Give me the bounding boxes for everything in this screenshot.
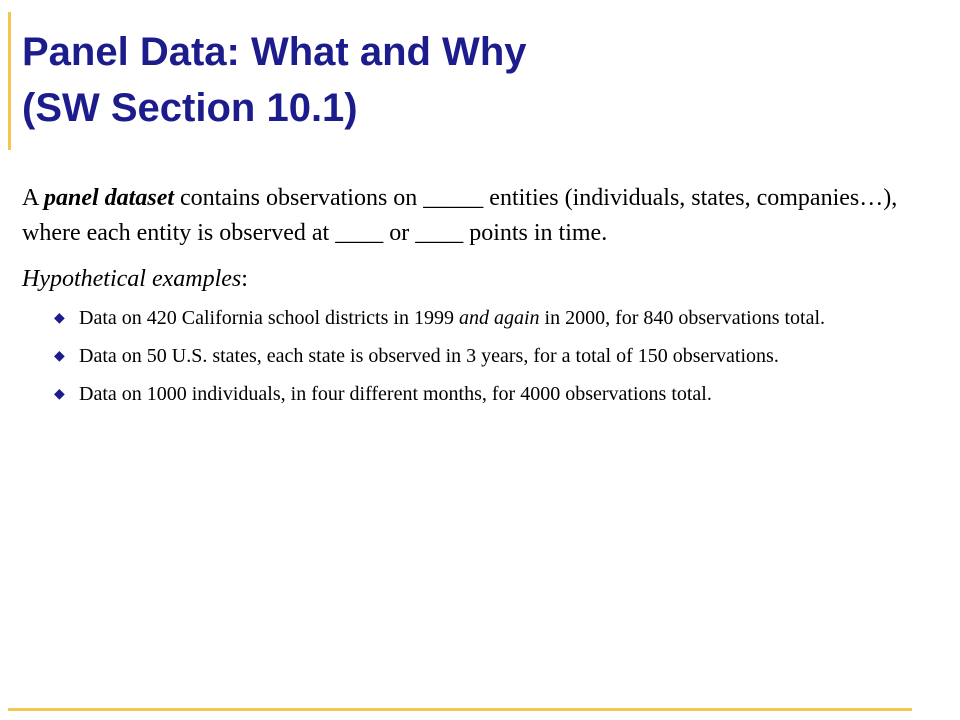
diamond-bullet-icon: ◆ [54, 311, 65, 326]
diamond-bullet-icon: ◆ [54, 349, 65, 364]
examples-heading-label: Hypothetical examples [22, 266, 242, 292]
examples-heading-colon: : [241, 266, 248, 292]
bottom-accent-bar [8, 708, 912, 711]
slide-body [22, 181, 912, 419]
examples-list [22, 305, 912, 408]
list-item [22, 381, 912, 408]
definition-paragraph [22, 181, 912, 251]
examples-heading [22, 261, 912, 297]
slide-title [22, 24, 922, 136]
list-item [22, 343, 912, 370]
diamond-bullet-icon: ◆ [54, 387, 65, 402]
definition-term: panel dataset [44, 185, 175, 211]
title-line-2: (SW Section 10.1) [22, 86, 358, 130]
left-accent-bar [8, 12, 11, 150]
definition-pre: A [22, 185, 45, 211]
list-item [22, 305, 912, 332]
example-text-pre: Data on 50 U.S. states, each state is observed in 3 years, for a total of 150 observations. [79, 345, 779, 367]
example-text-italic: and again [458, 307, 540, 329]
example-text-pre: Data on 420 California school districts in 1999 [79, 307, 459, 329]
example-text-pre: Data on 1000 individuals, in four different months, for 4000 observations total. [79, 383, 712, 405]
title-line-1: Panel Data: What and Why [22, 30, 527, 74]
example-text-post: in 2000, for 840 observations total. [539, 307, 826, 329]
definition-post: contains observations on _____ entities (individuals, states, companies…), where each entity is observed at ____ or ____ points in time. [22, 185, 898, 246]
